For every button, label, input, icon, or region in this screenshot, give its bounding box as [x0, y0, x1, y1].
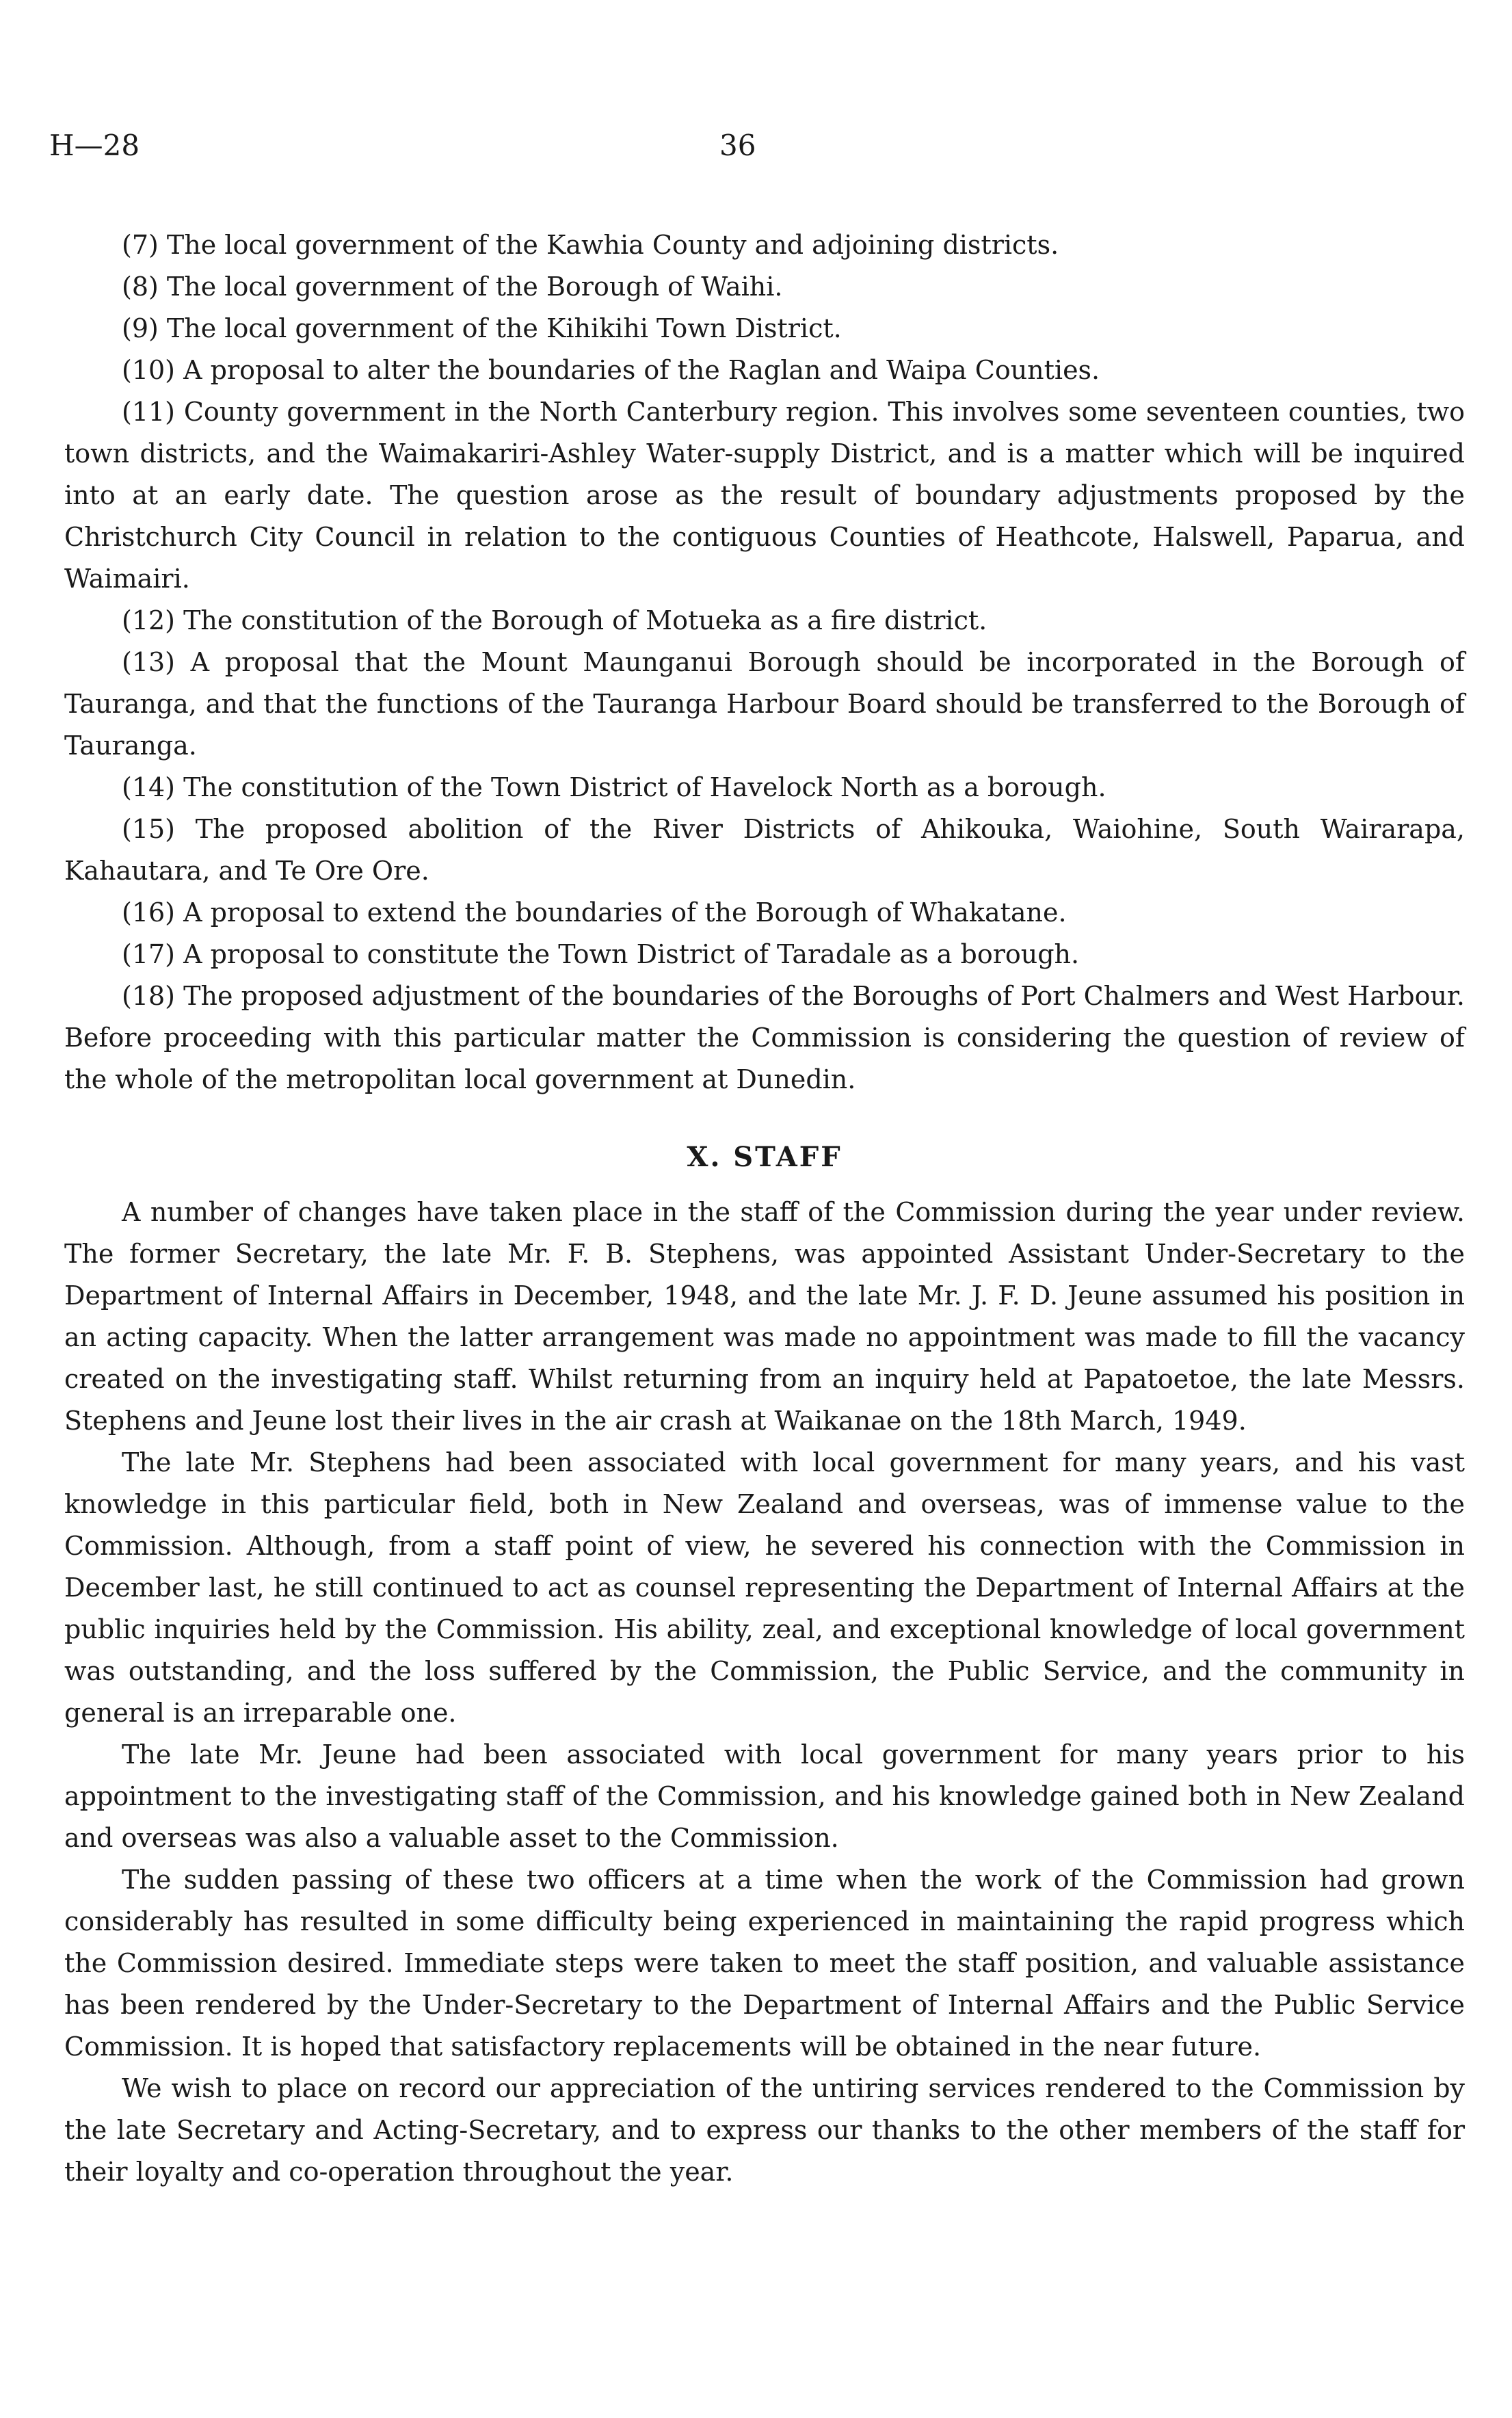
- list-item: (18) The proposed adjustment of the boundaries of the Boroughs of Port Chalmers and West Harbour. Before proceeding with this particular matter the Commission is considering the question of review of the whole of the metropolitan local government at Dunedin.: [64, 981, 1465, 1094]
- list-item: (13) A proposal that the Mount Maunganui Borough should be incorporated in the Borough of Tauranga, and that the functions of the Tauranga Harbour Board should be transferred to the Borough of Tauranga.: [64, 647, 1465, 761]
- list-item: (12) The constitution of the Borough of Motueka as a fire district.: [122, 605, 987, 635]
- paragraph: The late Mr. Stephens had been associated with local government for many years, and his vast knowledge in this particular field, both in New Zealand and overseas, was of immense value to the Commission. Although, from a staff point of view, he severed his connection with the Commission in December last, he still continued to act as counsel representing the Department of Internal Affairs at the public inquiries held by the Commission. His ability, zeal, and exceptional knowledge of local government was outstanding, and the loss suffered by the Commission, the Public Service, and the community in general is an irreparable one.: [64, 1447, 1465, 1728]
- list-item: (16) A proposal to extend the boundaries of the Borough of Whakatane.: [122, 897, 1067, 928]
- list-item: (17) A proposal to constitute the Town District of Taradale as a borough.: [122, 939, 1080, 969]
- list-item: (7) The local government of the Kawhia County and adjoining districts.: [122, 230, 1059, 260]
- page-body: [64, 224, 1465, 2193]
- list-item: (8) The local government of the Borough of Waihi.: [122, 272, 783, 302]
- page-header: [49, 129, 1465, 170]
- list-item: (11) County government in the North Canterbury region. This involves some seventeen counties, two town districts, and the Waimakariri-Ashley Water-supply District, and is a matter which will be inquired into at an early date. The question arose as the result of boundary adjustments proposed by the Christchurch City Council in relation to the contiguous Counties of Heathcote, Halswell, Paparua, and Waimairi.: [64, 397, 1465, 594]
- list-item: (14) The constitution of the Town District of Havelock North as a borough.: [122, 772, 1106, 802]
- paragraph: A number of changes have taken place in the staff of the Commission during the year under review. The former Secretary, the late Mr. F. B. Stephens, was appointed Assistant Under-Secretary to the Department of Internal Affairs in December, 1948, and the late Mr. J. F. D. Jeune assumed his position in an acting capacity. When the latter arrangement was made no appointment was made to fill the vacancy created on the investigating staff. Whilst returning from an inquiry held at Papatoetoe, the late Messrs. Stephens and Jeune lost their lives in the air crash at Waikanae on the 18th March, 1949.: [64, 1197, 1465, 1436]
- paragraph: The sudden passing of these two officers at a time when the work of the Commission had grown considerably has resulted in some difficulty being experienced in maintaining the rapid progress which the Commission desired. Immediate steps were taken to meet the staff position, and valuable assistance has been rendered by the Under-Secretary to the Department of Internal Affairs and the Public Service Commission. It is hoped that satisfactory replacements will be obtained in the near future.: [64, 1865, 1465, 2062]
- list-item: (15) The proposed abolition of the River Districts of Ahikouka, Waiohine, South Wairarapa, Kahautara, and Te Ore Ore.: [64, 814, 1465, 886]
- list-item: (10) A proposal to alter the boundaries of the Raglan and Waipa Counties.: [122, 355, 1100, 385]
- paragraph: The late Mr. Jeune had been associated with local government for many years prior to his appointment to the investigating staff of the Commission, and his knowledge gained both in New Zealand and overseas was also a valuable asset to the Commission.: [64, 1739, 1465, 1853]
- list-item: (9) The local government of the Kihikihi Town District.: [122, 313, 842, 343]
- section-heading: X. STAFF: [687, 1141, 843, 1173]
- paragraph: We wish to place on record our appreciation of the untiring services rendered to the Commission by the late Secretary and Acting-Secretary, and to express our thanks to the other members of the staff for their loyalty and co-operation throughout the year.: [64, 2073, 1465, 2187]
- document-reference: H—28: [49, 129, 140, 162]
- staff-section: [64, 1136, 1465, 2193]
- page-number: 36: [719, 129, 756, 162]
- matters-list: [64, 224, 1465, 1101]
